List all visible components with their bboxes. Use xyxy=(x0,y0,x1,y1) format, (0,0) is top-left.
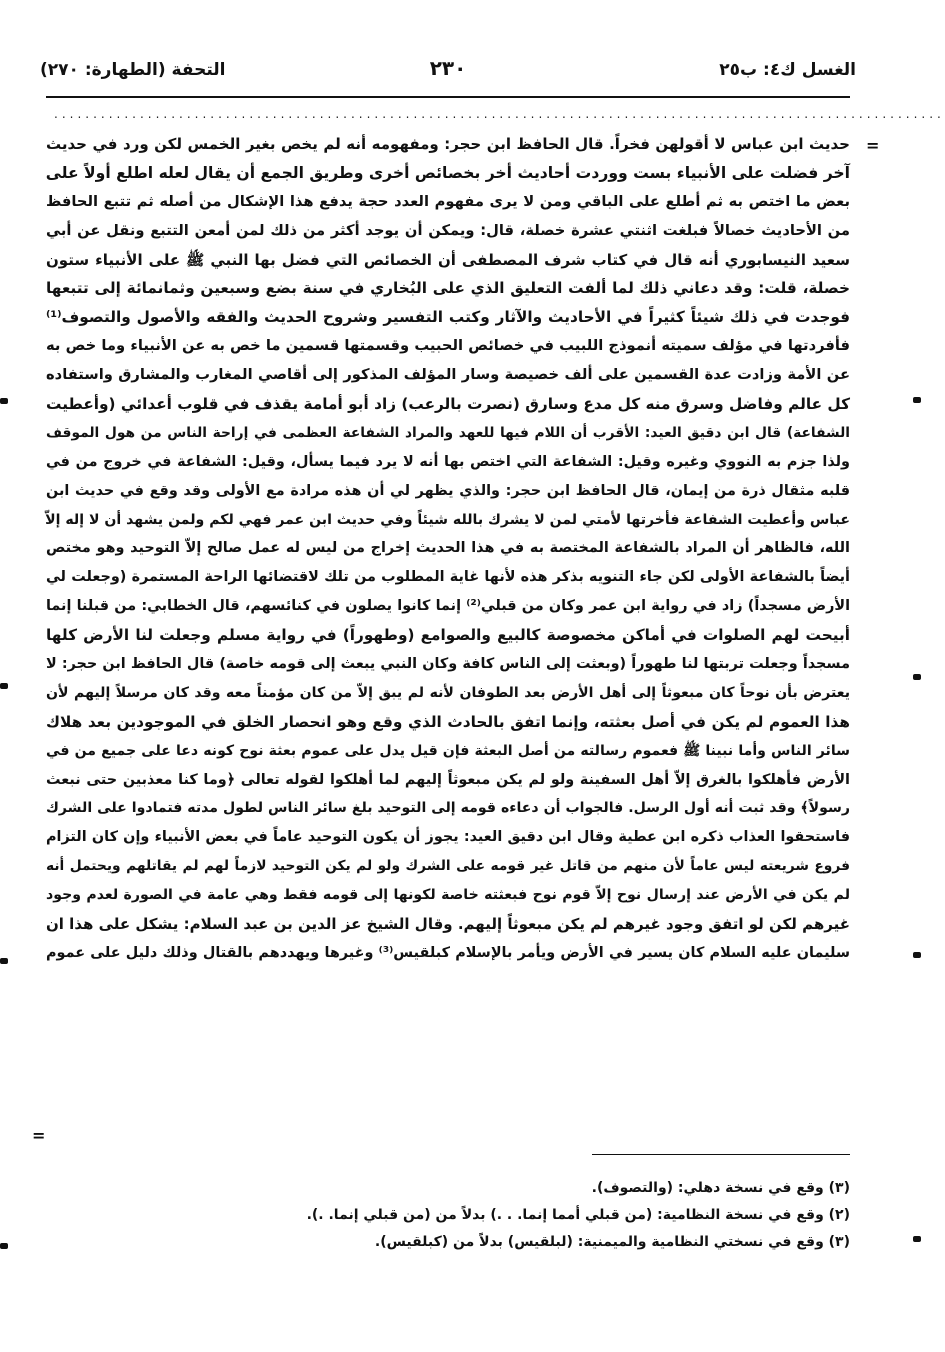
scan-edge-mark xyxy=(913,397,921,403)
commentary-body xyxy=(46,130,850,968)
text-line: أيضاً بالشفاعة الأولى لكن جاء التنويه بذكر هذه لأنها غاية المطلوب من تلك لاقتضائها الراحة المستمرة (وجعلت لي xyxy=(46,569,850,586)
footnotes xyxy=(300,1175,850,1256)
margin-marker-bottom: = xyxy=(32,1126,46,1145)
text-line: لم يكن في الأرض عند إرسال نوح إلاّ قوم نوح فبعثته خاصة لكونها إلى قومه فقط وهي عامة في الصورة لعدم وجود xyxy=(46,887,850,904)
scan-edge-mark xyxy=(913,952,921,958)
scan-edge-mark xyxy=(0,683,8,689)
text-line: أبيحت لهم الصلوات في أماكن مخصوصة كالبيع والصوامع (وطهوراً) في رواية مسلم وجعلت لنا الأرض كلها xyxy=(46,626,850,645)
text-line: عن الأمة وزادت عدة القسمين على ألف خصيصة وسار المؤلف المذكور إلى أقاصي المغارب والمشارق واستفاده xyxy=(46,366,850,384)
footnote-3: (٣) وقع في نسختي النظامية والميمنية: (لبلقيس) بدلاً من (كبلقيس). xyxy=(374,1234,850,1250)
text-line: من الأحاديث خصالاً فبلغت اثنتي عشرة خصلة، قال: ويمكن أن يوجد أكثر من ذلك لمن أمعن التتبع ونقل عن أبي xyxy=(46,221,850,239)
margin-marker-top: = xyxy=(866,136,880,155)
scan-edge-mark xyxy=(0,1243,8,1249)
scan-edge-mark xyxy=(0,958,8,964)
text-line: سعيد النيسابوري أنه قال في كتاب شرف المصطفى أن الخصائص التي فضل بها النبي ﷺ على الأنبياء ستون xyxy=(46,250,850,269)
page-header xyxy=(40,56,856,86)
text-line: قلبه مثقال ذرة من إيمان، قال الحافظ ابن حجر: والذي يظهر لي أن هذه مرادة مع الأولى وقد وقع في حديث ابن xyxy=(46,482,850,499)
text-line: الشفاعة) قال ابن دقيق العيد: الأقرب أن اللام فيها للعهد والمراد الشفاعة العظمى في إراحة الناس من هول الموقف xyxy=(46,424,850,441)
text-line: رسولاً﴾ وقد ثبت أنه أول الرسل. فالجواب أن دعاءه قومه إلى التوحيد بلغ سائر الناس لطول مدته فتمادوا على الشرك xyxy=(46,800,850,817)
text-line: خصلة، قلت: وقد دعاني ذلك لما ألفت التعليق الذي على البُخاري في سنة بضع وسبعين وثمانمائة إلى تتبعها xyxy=(46,279,850,298)
text-line: الأرض فأهلكوا بالغرق إلاّ أهل السفينة ولو لم يكن مبعوثاً إليهم لما أهلكوا لقوله تعالى ﴿وما كنا معذبين حتى نبعث xyxy=(46,771,850,788)
scan-edge-mark xyxy=(913,1236,921,1242)
text-line: هذا العموم لم يكن في أصل بعثته، وإنما اتفق بالحادث الذي وقع وهو انحصار الخلق في الموجودين بعد هلاك xyxy=(46,712,850,731)
text-line: مسجداً وجعلت تربتها لنا طهوراً (وبعثت إلى الناس كافة وكان النبي يبعث إلى قومه خاصة) قال الحافظ ابن حجر: لا xyxy=(46,656,850,673)
text-line: الله، فالظاهر أن المراد بالشفاعة المختصة به في هذا الحديث إخراج من ليس له عمل صالح إلاّ التوحيد وهو مختص xyxy=(46,540,850,557)
text-line: غيرهم لكن لو اتفق وجود غيرهم لم يكن مبعوثاً إليهم. وقال الشيخ عز الدين بن عبد السلام: يشكل على هذا ان xyxy=(46,915,850,934)
dotted-separator: .................................................................................................................. xyxy=(54,107,945,121)
text-line: سائر الناس وأما نبينا ﷺ فعموم رسالته من أصل البعثة فإن قيل يدل على عموم بعثة نوح كونه دعا على جميع من في xyxy=(46,742,850,759)
text-line: ولذا جزم به النووي وغيره وقيل: الشفاعة التي اختص بها أنه لا يرد فيما يسأل، وقيل: الشفاعة في خروج من في xyxy=(46,453,850,470)
text-line: الأرض مسجداً) زاد في رواية ابن عمر وكان من قبلي⁽²⁾ إنما كانوا يصلون في كنائسهم، قال الخطابي: من قبلنا إنما xyxy=(46,598,850,615)
footnote-1: (٣) وقع في نسخة دهلي: (والتصوف). xyxy=(591,1180,850,1196)
text-line: فروع شريعته ليس عاماً لأن منهم من قاتل غير قومه على الشرك ولو لم يكن التوحيد لازماً لهم لم يقاتلهم ويحتمل أنه xyxy=(46,858,850,875)
text-line: سليمان عليه السلام كان يسير في الأرض ويأمر بالإسلام كبلقيس⁽³⁾ وغيرها ويهددهم بالقتال وذلك دليل على عموم xyxy=(46,944,850,961)
scan-edge-mark xyxy=(913,674,921,680)
text-line: بعض ما اختص به ثم أطلع على الباقي ومن لا يرى مفهوم العدد حجة يدفع هذا الإشكال من أصله ثم تتبع الحافظ xyxy=(46,192,850,210)
text-line: فأفردتها في مؤلف سميته أنموذج اللبيب في خصائص الحبيب وقسمتها قسمين ما خص به عن الأنبياء وما خص به xyxy=(46,337,850,355)
footnote-rule xyxy=(592,1154,850,1155)
source-reference: التحفة (الطهارة: ٢٧٠) xyxy=(40,60,226,80)
text-line: كل عالم وفاضل وسرق منه كل مدع وسارق (نصرت بالرعب) زاد أبو أمامة يقذف في قلوب أعدائي (وأعطيت xyxy=(46,395,850,414)
header-rule xyxy=(46,96,850,98)
text-line: فاستحقوا العذاب ذكره ابن عطية وقال ابن دقيق العيد: يجوز أن يكون التوحيد عاماً في بعض الأنبياء وإن كان التزام xyxy=(46,829,850,846)
chapter-reference: الغسل ك٤: ب٢٥ xyxy=(719,60,856,80)
text-line: حديث ابن عباس لا أقولهن فخراً. قال الحافظ ابن حجر: ومفهومه أنه لم يخص بغير الخمس لكن ورد في حديث xyxy=(46,135,850,153)
text-line: آخر فضلت على الأنبياء بست ووردت أحاديث أخر بخصائص أخرى وطريق الجمع أن يقال لعله اطلع أولاً على xyxy=(45,163,850,182)
scan-edge-mark xyxy=(0,398,8,404)
text-line: يعترض بأن نوحاً كان مبعوثاً إلى أهل الأرض بعد الطوفان لأنه لم يبق إلاّ من كان مؤمناً معه وقد كان مرسلاً إليهم لأن xyxy=(46,684,850,701)
text-line: عباس وأعطيت الشفاعة فأخرتها لأمتي لمن لا يشرك بالله شيئاً وفي حديث ابن عمر فهي لكم ولمن يشهد أن لا إله إلاّ xyxy=(45,511,850,528)
footnote-2: (٢) وقع في نسخة النظامية: (من قبلي أمما إنما. . .) بدلاً من (من قبلي إنما. .). xyxy=(306,1207,850,1223)
page-number: ٢٣٠ xyxy=(429,56,467,80)
text-line: فوجدت في ذلك شيئاً كثيراً في الأحاديث والآثار وكتب التفسير وشروح الحديث والفقه والأصول والتصوف⁽¹⁾ xyxy=(46,308,850,327)
